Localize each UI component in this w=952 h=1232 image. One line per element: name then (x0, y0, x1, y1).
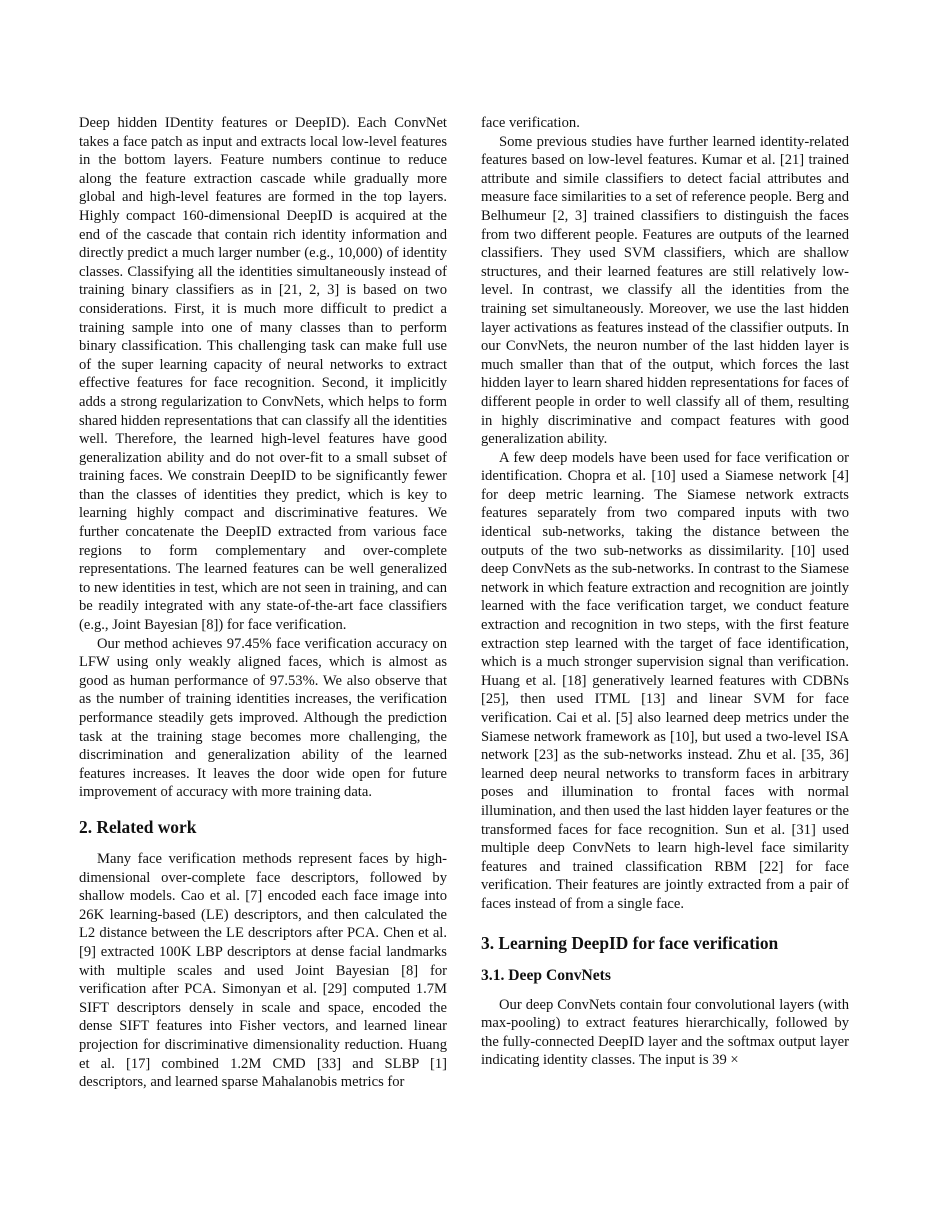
body-paragraph: A few deep models have been used for face verification or identification. Chopra et al. [10] used a Siamese network [4] for deep metric learning. The Siamese network extracts features separately from two compared inputs with two identical sub-networks, taking the distance between the outputs of the two sub-networks as dissimilarity. [10] used deep ConvNets as the sub-networks. In contrast to the Siamese network in which feature extraction and recognition are jointly learned with the face verification target, we conduct feature extraction and recognition in two steps, with the first feature extraction step learned with the target of face identification, which is a much stronger supervision signal than verification. Huang et al. [18] generatively learned features with CDBNs [25], then used ITML [13] and linear SVM for face verification. Cai et al. [5] also learned deep metrics under the Siamese network framework as [10], but used a two-level ISA network [23] as the sub-networks instead. Zhu et al. [35, 36] learned deep neural networks to transform faces in arbitrary poses and illumination to frontal faces with normal illumination, and then used the last hidden layer features or the transformed faces for face recognition. Sun et al. [31] used multiple deep ConvNets to learn high-level face similarity features and trained classification RBM [22] for face verification. Their features are jointly extracted from a pair of faces instead of from a single face. (481, 449, 849, 912)
section-heading-related-work: 2. Related work (79, 816, 197, 837)
left-column (79, 114, 447, 1092)
body-paragraph: face verification. (481, 115, 580, 131)
body-paragraph: Many face verification methods represent faces by high-dimensional over-complete face descriptors, followed by shallow models. Cao et al. [7] encoded each face image into 26K learning-based (LE) descriptors, and then calculated the L2 distance between the LE descriptors after PCA. Chen et al. [9] extracted 100K LBP descriptors at dense facial landmarks with multiple scales and used Joint Bayesian [8] for verification after PCA. Simonyan et al. [29] computed 1.7M SIFT descriptors densely in scale and space, encoded the dense SIFT features into Fisher vectors, and learned linear projection for discriminative dimensionality reduction. Huang et al. [17] combined 1.2M CMD [33] and SLBP [1] descriptors, and learned sparse Mahalanobis metrics for (79, 850, 447, 1091)
right-column (481, 114, 849, 1070)
body-paragraph: Our method achieves 97.45% face verification accuracy on LFW using only weakly aligned faces, which is almost as good as human performance of 97.53%. We also observe that as the number of training identities increases, the verification performance steadily gets improved. Although the prediction task at the training stage becomes more challenging, the discrimination and generalization ability of the learned features increases. It leaves the door wide open for future improvement of accuracy with more training data. (79, 635, 447, 801)
body-paragraph: Our deep ConvNets contain four convolutional layers (with max-pooling) to extract features hierarchically, followed by the fully-connected DeepID layer and the softmax output layer indicating identity classes. The input is 39 × (481, 996, 849, 1069)
section-heading-learning-deepid: 3. Learning DeepID for face verification (481, 932, 779, 953)
body-paragraph: Deep hidden IDentity features or DeepID). Each ConvNet takes a face patch as input and extracts local low-level features in the bottom layers. Feature numbers continue to reduce along the feature extraction cascade while gradually more global and high-level features are formed in the top layers. Highly compact 160-dimensional DeepID is acquired at the end of the cascade that contain rich identity information and directly predict a much larger number (e.g., 10,000) of identity classes. Classifying all the identities simultaneously instead of training binary classifiers as in [21, 2, 3] is based on two considerations. First, it is much more difficult to predict a training sample into one of many classes than to perform binary classification. This challenging task can make full use of the super learning capacity of neural networks to extract effective features for face recognition. Second, it implicitly adds a strong regularization to ConvNets, which helps to form shared hidden representations that can classify all the identities well. Therefore, the learned high-level features have good generalization ability and do not over-fit to a small subset of training faces. We constrain DeepID to be significantly fewer than the classes of identities they predict, which is key to learning highly compact and discriminative features. We further concatenate the DeepID extracted from various face regions to form complementary and over-complete representations. The learned features can be well generalized to new identities in test, which are not seen in training, and can be readily integrated with any state-of-the-art face classifiers (e.g., Joint Bayesian [8]) for face verification. (79, 115, 447, 634)
subsection-heading-deep-convnets: 3.1. Deep ConvNets (481, 966, 611, 984)
body-paragraph: Some previous studies have further learned identity-related features based on low-level features. Kumar et al. [21] trained attribute and simile classifiers to detect facial attributes and measure face similarities to a set of reference people. Berg and Belhumeur [2, 3] trained classifiers to distinguish the faces from two different people. Features are outputs of the learned classifiers. They used SVM classifiers, which are shallow structures, and their learned features are still relatively low-level. In contrast, we classify all the identities from the training set simultaneously. Moreover, we use the last hidden layer activations as features instead of the classifier outputs. In our ConvNets, the neuron number of the last hidden layer is much smaller than that of the output, which forces the last hidden layer to learn shared hidden representations for faces of different people in order to well classify all of them, resulting in highly discriminative and compact features with good generalization ability. (481, 133, 849, 448)
